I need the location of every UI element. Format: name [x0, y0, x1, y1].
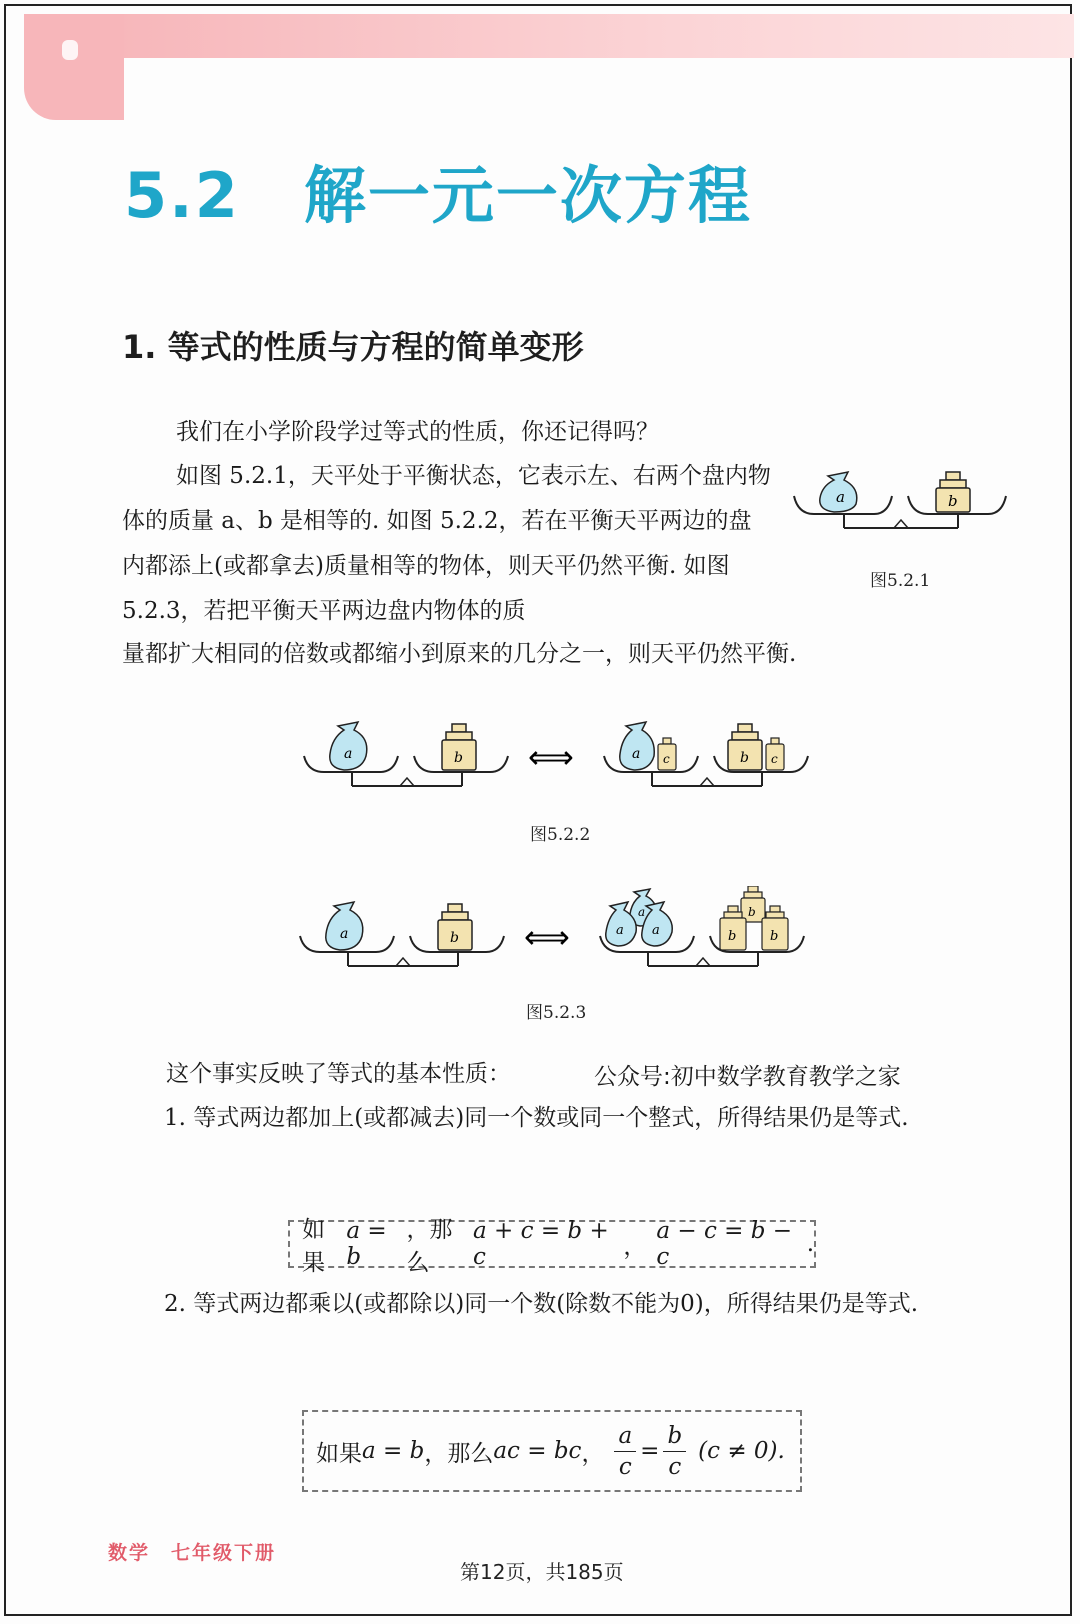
formula2-cond: a = b	[362, 1438, 425, 1464]
subsection-title: 1. 等式的性质与方程的简单变形	[122, 328, 584, 366]
formula2-if: 如果	[316, 1440, 362, 1467]
label-b: b	[728, 929, 737, 944]
formula-box-2	[302, 1410, 802, 1492]
formula1-if: 如果	[302, 1217, 325, 1276]
corner-dot	[62, 40, 78, 60]
label-a: a	[632, 746, 641, 762]
formula2-then: ，那么	[424, 1440, 494, 1467]
double-arrow-icon: ⟺	[524, 918, 570, 956]
label-c: c	[771, 752, 778, 766]
fraction-b-over-c: $\frac{b}{c}$	[663, 1421, 686, 1482]
label-a: a	[340, 926, 349, 942]
paragraph-properties: 这个事实反映了等式的基本性质：	[166, 1061, 511, 1087]
formula2-eq: =	[640, 1438, 660, 1464]
caption-5-2-3: 图5.2.3	[526, 1003, 587, 1023]
label-a: a	[616, 923, 624, 938]
section-number: 5.2	[124, 159, 240, 232]
watermark-text: 公众号:初中数学教育教学之家	[594, 1064, 901, 1090]
formula1-expr2: a − c = b − c	[656, 1218, 793, 1270]
header-band	[24, 14, 1074, 58]
page-border	[4, 4, 1072, 1616]
formula-box-1	[288, 1217, 816, 1276]
paragraph-balance: 如图 5.2.1，天平处于平衡状态，它表示左、右两个盘内物体的质量 a、b 是相等的. 如图 5.2.2，若在平衡天平两边的盘内都添上(或都拿去)质量相等的物体，则天平仍然平衡. 如图 5.2.3，若把平衡天平两边盘内物体的质	[122, 463, 771, 624]
label-c: c	[663, 752, 670, 766]
rule-1: 1. 等式两边都加上(或都减去)同一个数或同一个整式，所得结果仍是等式.	[164, 1105, 909, 1131]
label-a: a	[638, 905, 646, 919]
caption-5-2-1: 图5.2.1	[870, 571, 931, 591]
formula2-sep: ，	[581, 1440, 605, 1467]
label-a: a	[652, 923, 660, 938]
label-a: a	[344, 746, 353, 762]
formula1-sep: ，	[623, 1233, 647, 1260]
page-title	[124, 146, 752, 235]
rule-2: 2. 等式两边都乘以(或都除以)同一个数(除数不能为0)，所得结果仍是等式.	[164, 1291, 919, 1317]
double-arrow-icon: ⟺	[528, 738, 574, 776]
caption-5-2-2: 图5.2.2	[530, 825, 591, 845]
corner-tab	[24, 14, 124, 120]
footer-book: 数学 七年级下册	[108, 1542, 277, 1564]
label-b: b	[748, 905, 756, 919]
formula2-expr1: ac = bc	[493, 1438, 582, 1464]
paragraph-balance-cont: 量都扩大相同的倍数或都缩小到原来的几分之一，则天平仍然平衡.	[122, 641, 797, 667]
paragraph-intro: 我们在小学阶段学过等式的性质，你还记得吗？	[176, 419, 659, 445]
label-a: a	[836, 488, 845, 506]
footer-page: 第12页，共185页	[460, 1560, 624, 1584]
label-b: b	[770, 929, 779, 944]
formula2-cond2: (c ≠ 0).	[698, 1438, 785, 1464]
label-b: b	[740, 750, 749, 766]
label-b: b	[454, 750, 463, 766]
fraction-a-over-c: $\frac{a}{c}$	[614, 1421, 636, 1482]
figure-5-2-2	[300, 716, 820, 806]
section-title: 解一元一次方程	[303, 159, 752, 232]
formula1-cond: a = b	[346, 1218, 387, 1270]
weight-icon	[936, 472, 970, 512]
label-b: b	[948, 492, 958, 510]
formula1-then: ，那么	[406, 1217, 453, 1276]
bag-icon	[820, 472, 857, 512]
figure-5-2-3	[296, 886, 816, 986]
formula1-expr1: a + c = b + c	[473, 1218, 609, 1270]
figure-5-2-1	[790, 466, 1020, 546]
formula1-end: .	[806, 1231, 814, 1257]
label-b: b	[450, 930, 459, 946]
